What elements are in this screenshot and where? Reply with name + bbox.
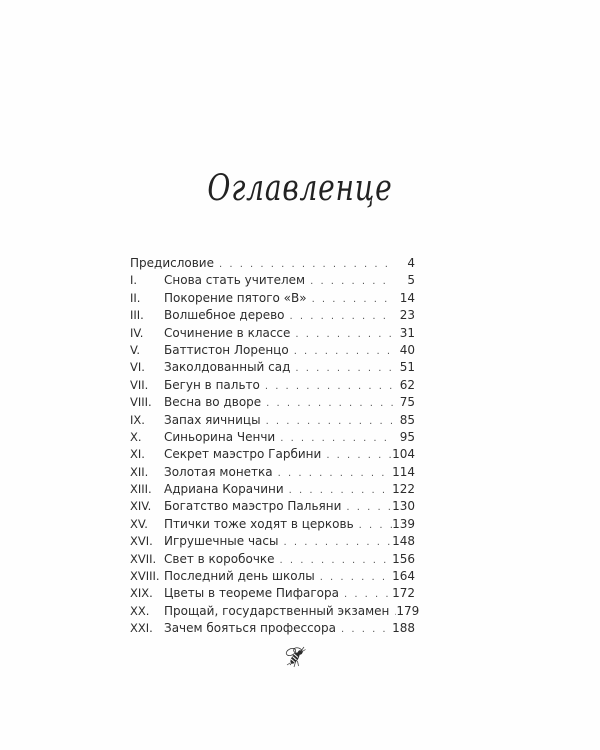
chapter-title: Предисловие: [130, 256, 214, 270]
toc-entry: [130, 325, 415, 342]
page-number: 23: [399, 308, 415, 323]
dot-leader: [278, 552, 393, 569]
chapter-title: Свет в коробочке: [164, 551, 275, 566]
dot-leader: [308, 273, 393, 290]
chapter-title: Последний день школы: [164, 569, 315, 584]
chapter-title: Адриана Корачини: [164, 482, 284, 497]
dot-leader: [318, 569, 392, 586]
page-number: 156: [392, 551, 415, 566]
chapter-number: XX.: [130, 603, 150, 618]
chapter-title: Запах яичницы: [164, 412, 261, 427]
chapter-title: Сочинение в классе: [164, 325, 291, 340]
page-number: 85: [399, 412, 415, 427]
toc-entry: [130, 342, 415, 359]
chapter-number: IX.: [130, 412, 145, 427]
chapter-number: IV.: [130, 325, 144, 340]
chapter-title: Птички тоже ходят в церковь: [164, 516, 354, 531]
page-number: 130: [392, 499, 415, 514]
chapter-number: V.: [130, 342, 141, 357]
page-number: 122: [392, 482, 415, 497]
chapter-number: XXI.: [130, 621, 153, 636]
chapter-number: XIV.: [130, 499, 152, 514]
chapter-number: XVIII.: [130, 569, 160, 584]
page-number: 179: [396, 603, 420, 618]
page-number: 4: [407, 256, 415, 270]
toc-entry: [130, 603, 420, 620]
toc-entry: [130, 620, 415, 637]
chapter-title: Снова стать учителем: [164, 273, 306, 288]
chapter-title: Зачем бояться профессора: [164, 621, 336, 636]
dot-leader: [293, 326, 393, 343]
dot-leader: [310, 291, 393, 308]
toc-entry: [130, 290, 415, 307]
toc-entry: [130, 446, 415, 463]
toc-entry: [130, 464, 415, 481]
toc-entry: [130, 568, 415, 585]
page-number: 139: [392, 516, 415, 531]
chapter-number: XI.: [130, 447, 145, 462]
page-title: Оглавленце: [207, 168, 393, 209]
page-number: 40: [399, 342, 415, 357]
dot-leader: [288, 308, 394, 325]
toc-entry: [130, 359, 415, 376]
chapter-number: XIII.: [130, 482, 152, 497]
table-of-contents: [130, 255, 420, 638]
dot-leader: [287, 482, 392, 499]
dot-leader: [293, 360, 393, 377]
toc-entry: [130, 429, 415, 446]
page-number: 51: [399, 360, 415, 375]
bee-icon: [279, 643, 311, 671]
page-number: 172: [392, 586, 415, 601]
dot-leader: [282, 534, 393, 551]
chapter-number: XIX.: [130, 586, 153, 601]
page-number: 14: [399, 290, 415, 305]
dot-leader: [342, 586, 392, 603]
page-number: 62: [399, 377, 415, 392]
chapter-title: Баттистон Лоренцо: [164, 342, 289, 357]
dot-leader: [217, 256, 393, 273]
toc-entry: [130, 394, 415, 411]
toc-entry: [130, 412, 415, 429]
dot-leader: [276, 465, 392, 482]
dot-leader: [344, 499, 392, 516]
page-number: 148: [392, 534, 415, 549]
chapter-number: XVI.: [130, 534, 153, 549]
toc-entry: [130, 498, 415, 515]
chapter-number: VI.: [130, 360, 145, 375]
page-number: 5: [407, 273, 415, 288]
chapter-number: X.: [130, 429, 142, 444]
toc-entry: [130, 307, 415, 324]
chapter-title: Цветы в теореме Пифагора: [164, 586, 339, 601]
toc-entry: [130, 551, 415, 568]
toc-entry: [130, 255, 415, 272]
chapter-title: Покорение пятого «В»: [164, 290, 307, 305]
chapter-number: VII.: [130, 377, 149, 392]
chapter-number: III.: [130, 308, 144, 323]
chapter-number: II.: [130, 290, 141, 305]
chapter-title: Богатство маэстро Пальяни: [164, 499, 342, 514]
dot-leader: [278, 430, 393, 447]
dot-leader: [264, 395, 393, 412]
toc-entry: [130, 272, 415, 289]
toc-entry: [130, 585, 415, 602]
chapter-title: Бегун в пальто: [164, 377, 260, 392]
chapter-title: Волшебное дерево: [164, 308, 285, 323]
page-number: 31: [399, 325, 415, 340]
page-number: 188: [392, 621, 415, 636]
dot-leader: [264, 413, 393, 430]
page-number: 164: [392, 569, 415, 584]
toc-entry: [130, 481, 415, 498]
chapter-title: Игрушечные часы: [164, 534, 279, 549]
chapter-number: XV.: [130, 516, 148, 531]
chapter-number: XVII.: [130, 551, 157, 566]
toc-entry: [130, 516, 415, 533]
dot-leader: [357, 517, 392, 534]
chapter-number: VIII.: [130, 395, 152, 410]
chapter-number: XII.: [130, 464, 149, 479]
page-number: 95: [399, 429, 415, 444]
chapter-title: Синьорина Ченчи: [164, 429, 276, 444]
dot-leader: [339, 621, 392, 638]
dot-leader: [263, 378, 393, 395]
page-number: 114: [392, 464, 415, 479]
page-number: 75: [399, 395, 415, 410]
dot-leader: [292, 343, 393, 360]
chapter-title: Весна во дворе: [164, 395, 262, 410]
chapter-title: Прощай, государственный экзамен: [164, 603, 390, 618]
dot-leader: [324, 447, 392, 464]
chapter-title: Золотая монетка: [164, 464, 273, 479]
toc-entry: [130, 377, 415, 394]
toc-entry: [130, 533, 415, 550]
chapter-number: I.: [130, 273, 138, 288]
page-number: 104: [392, 447, 415, 462]
chapter-title: Заколдованный сад: [164, 360, 291, 375]
chapter-title: Секрет маэстро Гарбини: [164, 447, 322, 462]
